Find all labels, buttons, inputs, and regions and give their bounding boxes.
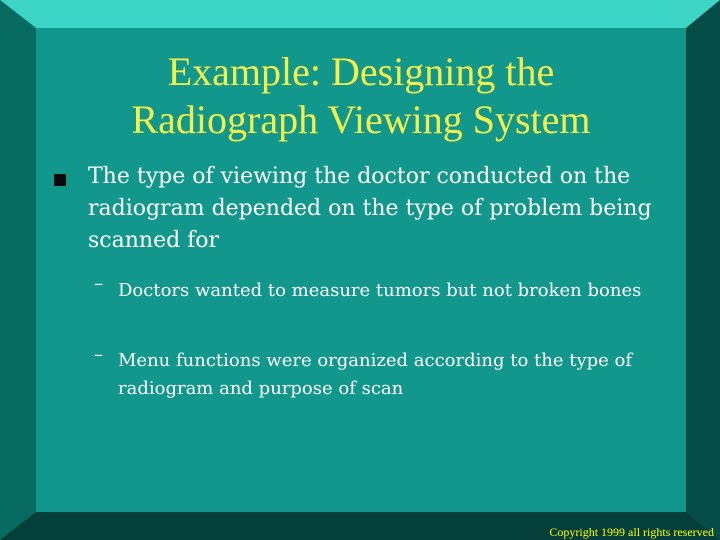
slide-title <box>36 48 686 144</box>
copyright-notice: Copyright 1999 all rights reserved <box>549 525 714 539</box>
dash-bullet-icon: – <box>94 344 103 365</box>
bullet-text: The type of viewing the doctor conducted on the radiogram depended on the type of problem being scanned for <box>88 164 652 253</box>
frame-bevel-left <box>0 0 36 540</box>
frame-bevel-top <box>0 0 720 28</box>
slide-face <box>36 28 686 512</box>
square-bullet-icon <box>54 174 66 186</box>
title-line-1: Example: Designing the <box>167 49 555 94</box>
sub-bullet-text: Doctors wanted to measure tumors but not broken bones <box>118 280 642 301</box>
frame-bevel-right <box>686 0 720 540</box>
dash-bullet-icon: – <box>94 273 103 294</box>
title-line-2: Radiograph Viewing System <box>131 97 591 142</box>
sub-bullet-text: Menu functions were organized according to the type of radiogram and purpose of scan <box>118 350 633 399</box>
